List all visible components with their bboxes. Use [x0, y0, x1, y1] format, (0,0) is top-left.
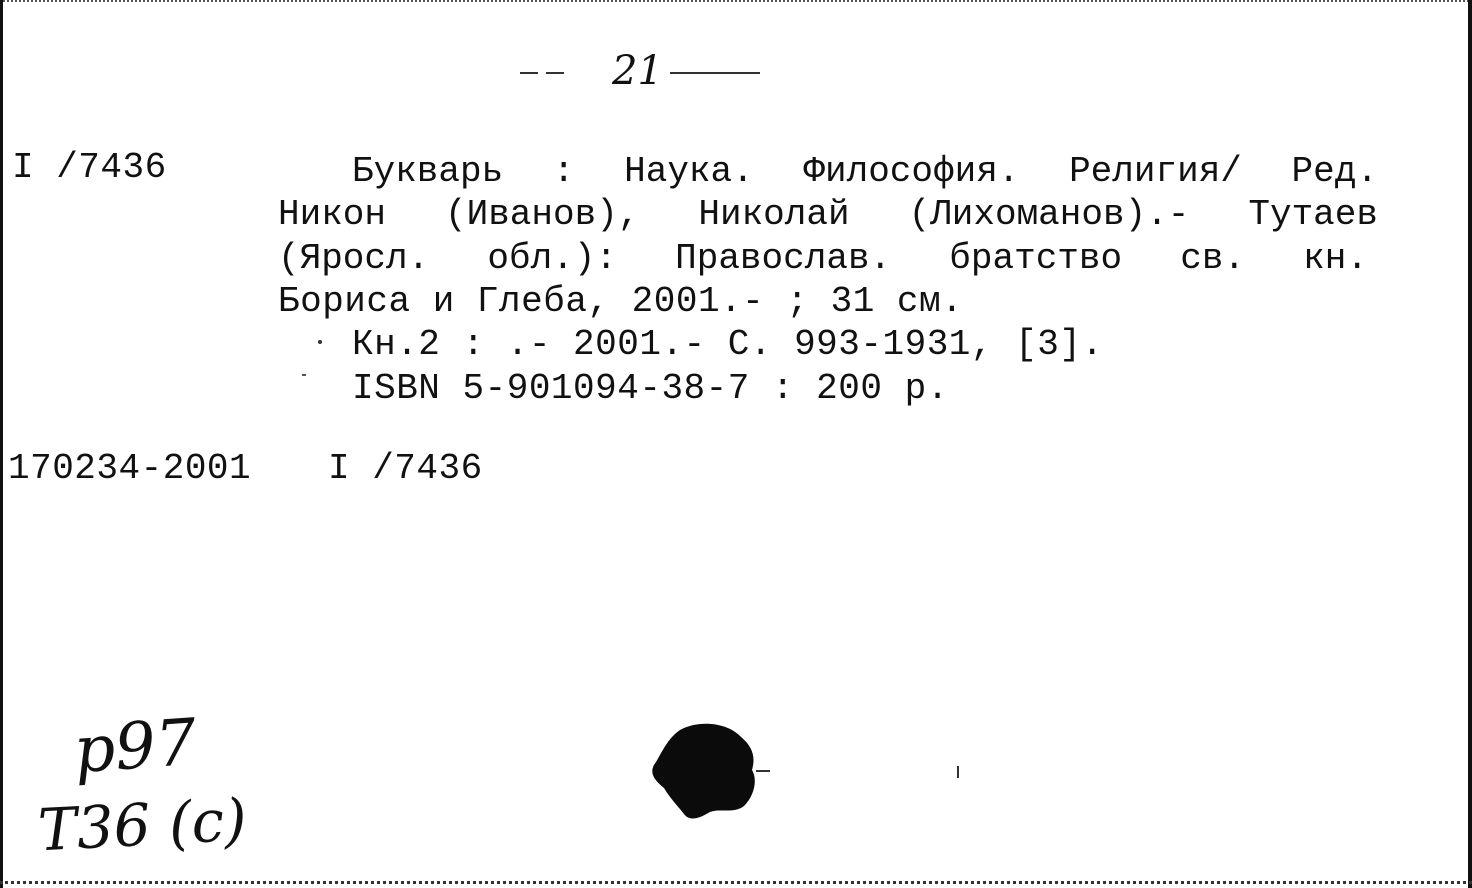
entry-word: Православ.	[675, 238, 892, 279]
entry-word: Религия/	[1069, 151, 1242, 192]
card-right-edge	[1468, 0, 1472, 888]
card-top-edge	[0, 0, 1472, 4]
isbn-line: ISBN 5-901094-38-7 : 200 р.	[352, 368, 949, 409]
entry-word: св.	[1180, 238, 1246, 279]
scan-speck	[957, 766, 959, 778]
scan-speck	[318, 340, 322, 344]
card-left-edge	[0, 0, 3, 888]
accession-number: 170234-2001	[8, 448, 252, 489]
entry-word: Никон	[278, 194, 387, 235]
entry-word: (Лихоманов).-	[908, 194, 1190, 235]
entry-word: Букварь	[352, 151, 504, 192]
card-bottom-edge	[0, 881, 1472, 886]
call-number: I /7436	[12, 147, 167, 188]
handwritten-shelf-mark-2: Т36 (с)	[36, 785, 249, 865]
entry-word: Тутаев	[1248, 194, 1378, 235]
entry-word: обл.):	[487, 238, 617, 279]
entry-line-1	[352, 152, 1378, 192]
entry-word: Наука.	[624, 151, 754, 192]
entry-word: кн.	[1303, 238, 1368, 279]
entry-line-2	[278, 195, 1378, 235]
entry-word: братство	[949, 238, 1123, 279]
entry-word: Николай	[698, 194, 850, 235]
accession-call-number: I /7436	[328, 448, 483, 489]
entry-line-4: Бориса и Глеба, 2001.- ; 31 см.	[278, 281, 964, 322]
volume-line: Кн.2 : .- 2001.- С. 993-1931, [3].	[352, 324, 1104, 365]
handwritten-shelf-mark-1: р97	[71, 705, 199, 789]
header-mark	[520, 48, 770, 98]
entry-line-3	[278, 239, 1368, 279]
entry-word: Ред.	[1291, 151, 1378, 192]
entry-word: Философия.	[803, 151, 1020, 192]
entry-word: (Яросл.	[278, 238, 430, 279]
scan-speck	[302, 374, 306, 376]
header-mark-text: 21	[612, 48, 663, 94]
entry-word: (Иванов),	[444, 194, 640, 235]
punch-hole-icon	[640, 718, 780, 828]
entry-word: :	[552, 151, 575, 192]
